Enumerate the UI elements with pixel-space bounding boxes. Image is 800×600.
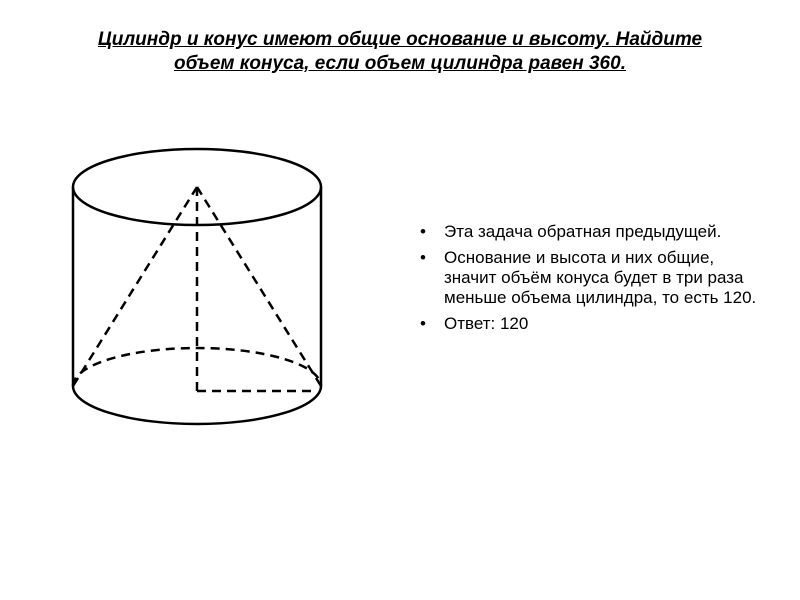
problem-title-line-2: объем конуса, если объем цилиндра равен 360. [174, 53, 626, 74]
cone-left-slant [73, 187, 197, 386]
problem-title-line-1: Цилиндр и конус имеют общие основание и высоту. Найдите [97, 29, 703, 50]
bullet-text: Эта задача обратная предыдущей. [444, 222, 722, 241]
bullet-icon: • [420, 248, 426, 267]
bullet-item [418, 314, 768, 334]
bullet-item [418, 222, 768, 242]
bullet-icon: • [420, 314, 426, 333]
bullet-item [418, 248, 768, 308]
bullet-icon: • [420, 222, 426, 241]
cone-right-slant [197, 187, 321, 386]
bullet-text: Основание и высота и них общие, значит объём конуса будет в три раза меньше объема цилиндра, то есть 120. [444, 248, 757, 307]
cylinder-with-inscribed-cone-icon [60, 145, 335, 445]
solution-bullet-list [418, 222, 768, 340]
problem-title [60, 28, 740, 76]
bullet-text: Ответ: 120 [444, 314, 529, 333]
